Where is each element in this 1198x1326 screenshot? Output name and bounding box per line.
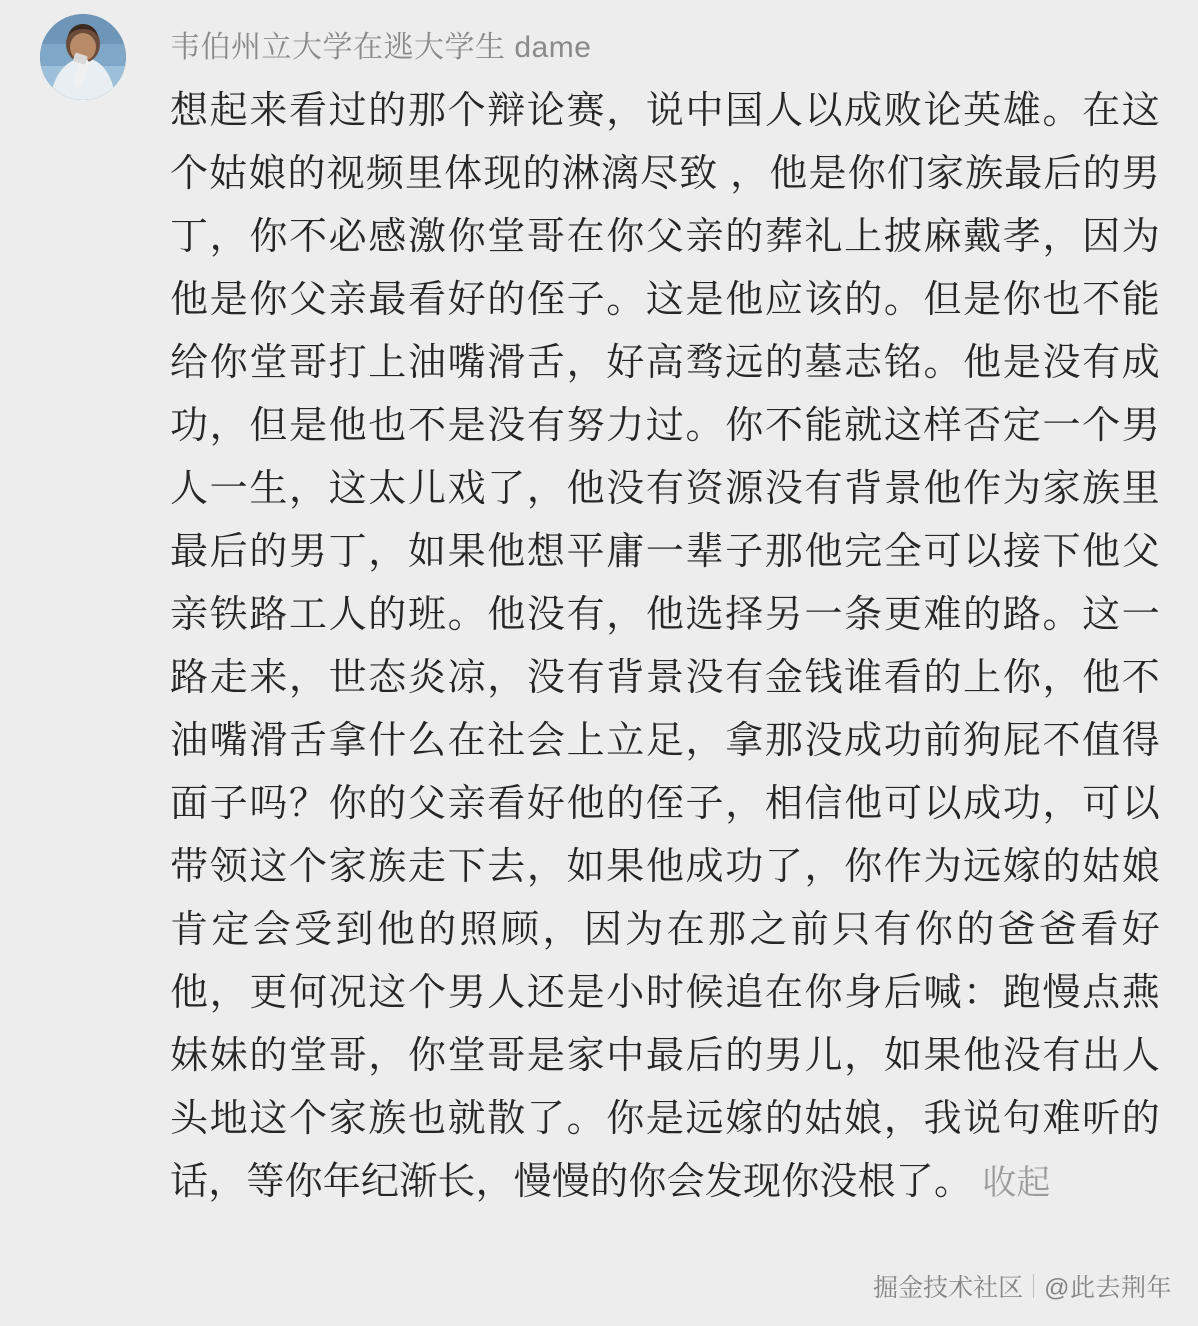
user-avatar-photo-icon — [40, 14, 126, 100]
comment-username[interactable]: 韦伯州立大学在逃大学生 dame — [170, 31, 592, 64]
watermark-author: @此去荆年 — [1044, 1274, 1172, 1302]
watermark-site: 掘金技术社区 — [873, 1274, 1024, 1302]
comment-text — [170, 80, 1168, 1215]
avatar[interactable] — [40, 14, 126, 100]
comment-body — [170, 14, 1168, 1215]
collapse-button[interactable]: 收起 — [982, 1164, 1051, 1202]
watermark-divider — [1033, 1274, 1034, 1298]
watermark — [873, 1268, 1172, 1304]
comment-text-value: 想起来看过的那个辩论赛，说中国人以成败论英雄。在这个姑娘的视频里体现的淋漓尽致 ，他是你们家族最后的男丁，你不必感激你堂哥在你父亲的葬礼上披麻戴孝，因为他是你父亲最看好的侄子。这是他应该的。但是你也不能给你堂哥打上油嘴滑舌，好高骛远的墓志铭。他是没有成功，但是他也不是没有努力过。你不能就这样否定一个男人一生，这太儿戏了，他没有资源没有背景他作为家族里最后的男丁，如果他想平庸一辈子那他完全可以接下他父亲铁路工人的班。他没有，他选择另一条更难的路。这一路走来，世态炎凉，没有背景没有金钱谁看的上你，他不油嘴滑舌拿什么在社会上立足，拿那没成功前狗屁不值得面子吗？你的父亲看好他的侄子，相信他可以成功，可以带领这个家族走下去，如果他成功了，你作为远嫁的姑娘肯定会受到他的照顾，因为在那之前只有你的爸爸看好他，更何况这个男人还是小时候追在你身后喊：跑慢点燕妹妹的堂哥，你堂哥是家中最后的男儿，如果他没有出人头地这个家族也就散了。你是远嫁的姑娘，我说句难听的话，等你年纪渐长，慢慢的你会发现你没根了。 — [170, 90, 1160, 1203]
